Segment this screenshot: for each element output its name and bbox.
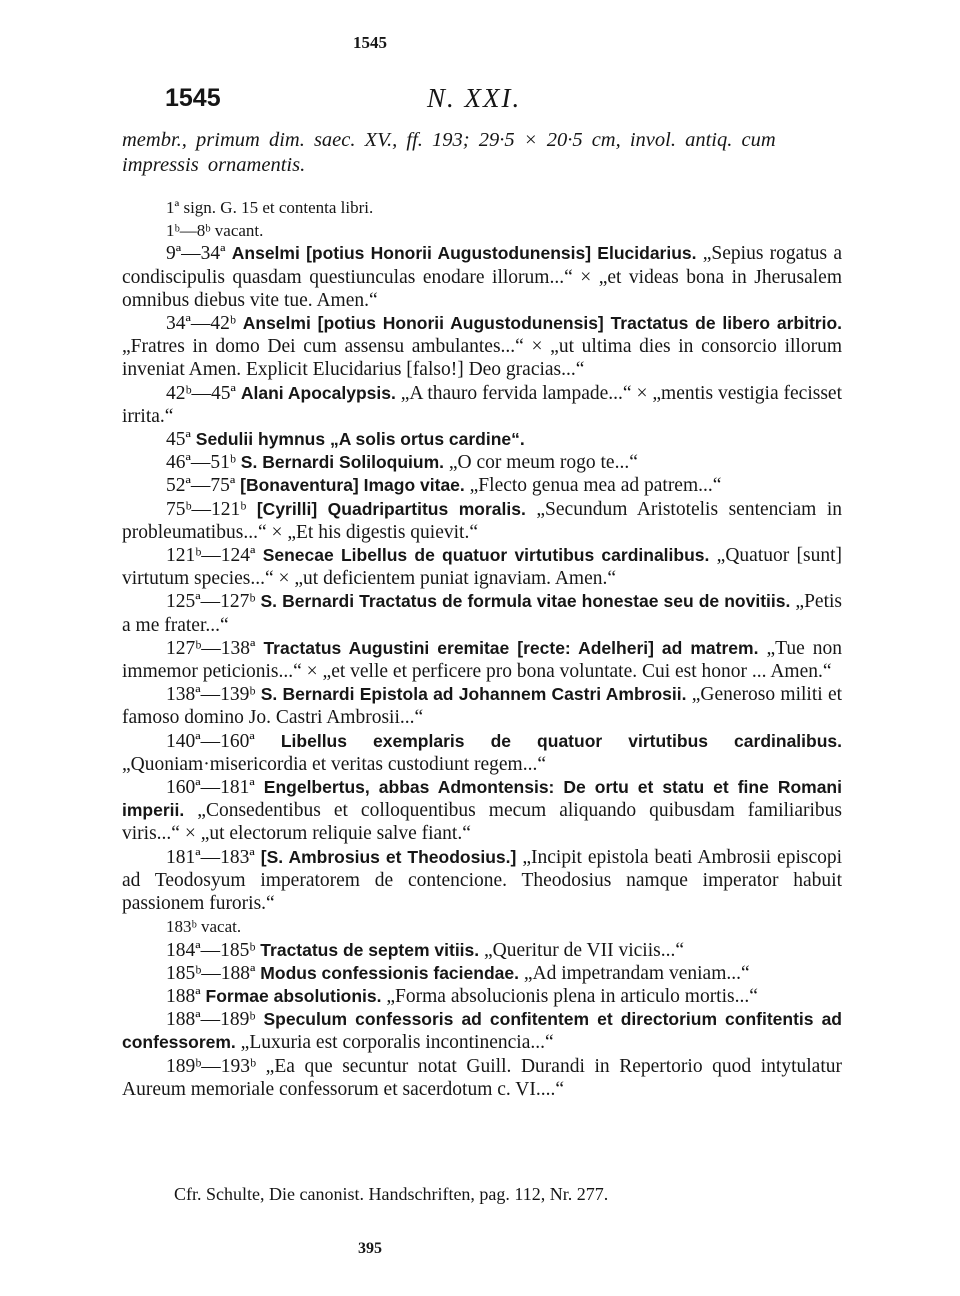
work-title: S. Bernardi Epistola ad Johannem Castri Ambrosii. <box>260 684 687 705</box>
folio-range: 9ª—34ª <box>166 243 226 265</box>
work-title: Speculum confessoris ad confitentem et directorium confitentis ad confessorem. <box>122 1009 842 1053</box>
work-title: Sedulii hymnus „A solis ortus cardine“. <box>195 429 525 450</box>
folio-range: 52ª—75ª <box>166 475 236 497</box>
incipit-explicit: „A thauro fervida lampade...“ × „mentis vestigia fecisset irrita.“ <box>122 382 842 427</box>
incipit-explicit: „O cor meum rogo te...“ <box>448 452 638 474</box>
incipit-explicit: „Flecto genua mea ad patrem...“ <box>469 475 722 497</box>
contents-entry <box>122 939 842 962</box>
contents-entry <box>122 985 842 1008</box>
work-title: [Bonaventura] Imago vitae. <box>240 475 465 496</box>
work-title: Senecae Libellus de quatuor virtutibus cardinalibus. <box>262 545 710 566</box>
folio-range: 188ª—189ᵇ <box>166 1009 256 1031</box>
folio-range: 188ª <box>166 985 201 1007</box>
incipit-explicit: „Queritur de VII viciis...“ <box>484 939 685 961</box>
bibliography-note: Cfr. Schulte, Die canonist. Handschriften, pag. 112, Nr. 277. <box>174 1184 609 1204</box>
codex-heading <box>122 84 842 118</box>
contents-entry <box>122 637 842 683</box>
folio-range: 183ᵇ <box>166 917 197 937</box>
work-title: Anselmi [potius Honorii Augustodunensis] Tractatus de libero arbitrio. <box>242 313 843 334</box>
incipit-explicit: „Ea que secuntur notat Guill. Durandi in Repertorio quod intytulatur Aureum memoriale confessorum et sacerdotum c. VI....“ <box>122 1055 842 1100</box>
codex-title: N. XXI. <box>427 83 522 113</box>
work-title: Tractatus de septem vitiis. <box>260 939 480 960</box>
folio-range: 34ª—42ᵇ <box>166 313 236 335</box>
contents-entry <box>122 962 842 985</box>
folio-range: 1ª <box>166 198 180 217</box>
contents-entry <box>122 915 842 938</box>
page-number: 395 <box>358 1240 382 1257</box>
work-title: S. Bernardi Soliloquium. <box>240 452 445 473</box>
incipit-explicit: „Ad impetrandam veniam...“ <box>523 962 750 984</box>
contents-entry <box>122 1008 842 1054</box>
contents-entry <box>122 1055 842 1101</box>
folio-range: 42ᵇ—45ª <box>166 382 236 404</box>
running-head: 1545 <box>353 33 387 52</box>
incipit-explicit: „Secundum Aristotelis sentenciam in probleumatibus...“ × „Et his digestis quievit.“ <box>122 498 842 543</box>
folio-range: 140ª—160ª <box>166 730 255 752</box>
codex-description: membr., primum dim. saec. XV., ff. 193; 29·5 × 20·5 cm, invol. antiq. cum impressis ornamentis. <box>122 129 776 176</box>
incipit-explicit: „Consedentibus et colloquentibus mecum aliquando quibusdam familiaribus viris...“ × „ut electorum reliquie salve fiant.“ <box>122 800 842 845</box>
incipit-explicit: „Incipit epistola beati Ambrosii episcopi ad Teodosyum imperatorem de contencione. Theodosius namque imperator habuit passionem furoris.“ <box>122 846 843 915</box>
work-title: [Cyrilli] Quadripartitus moralis. <box>256 498 526 519</box>
contents-list <box>122 196 842 1101</box>
folio-range: 45ª <box>166 429 191 451</box>
incipit-explicit: „Quoniam·misericordia et veritas custodiunt regem...“ <box>122 753 546 775</box>
work-title: Modus confessionis faciendae. <box>260 962 519 983</box>
folio-range: 189ᵇ—193ᵇ <box>166 1055 257 1077</box>
incipit-explicit: vacat. <box>201 917 242 937</box>
incipit-explicit: sign. G. 15 et contenta libri. <box>183 198 374 217</box>
incipit-explicit: „Luxuria est corporalis incontinencia...“ <box>240 1032 554 1054</box>
folio-range: 127ᵇ—138ª <box>166 637 256 659</box>
contents-entry <box>122 846 842 916</box>
work-title: Alani Apocalypsis. <box>240 382 396 403</box>
incipit-explicit: vacant. <box>214 221 264 241</box>
folio-range: 121ᵇ—124ª <box>166 545 256 567</box>
folio-range: 184ª—185ᵇ <box>166 939 256 961</box>
work-title: Anselmi [potius Honorii Augustodunensis] Elucidarius. <box>231 243 697 264</box>
incipit-explicit: „Generoso militi et famoso domino Jo. Castri Ambrosii...“ <box>122 684 843 729</box>
contents-entry <box>122 428 842 451</box>
incipit-explicit: „Quatuor [sunt] virtutum species...“ × „ut deficientem puniat ignaviam. Amen.“ <box>122 545 842 590</box>
incipit-explicit: „Tue non immemor peticionis...“ × „et velle et perficere pro bona voluntate. Cui est honor ... Amen.“ <box>122 637 843 683</box>
work-title: S. Bernardi Tractatus de formula vitae honestae seu de novitiis. <box>260 591 791 612</box>
contents-entry <box>122 219 842 242</box>
work-title: Engelbertus, abbas Admontensis: De ortu et statu et fine Romani imperii. <box>122 777 842 821</box>
contents-entry <box>122 683 842 729</box>
folio-range: 125ª—127ᵇ <box>166 591 256 613</box>
contents-entry <box>122 196 842 219</box>
contents-entry <box>122 382 842 428</box>
contents-entry <box>122 776 842 846</box>
contents-entry <box>122 590 842 636</box>
contents-entry <box>122 242 842 312</box>
contents-entry <box>122 451 842 474</box>
contents-entry <box>122 312 842 382</box>
incipit-explicit: „Forma absolucionis plena in articulo mortis...“ <box>386 985 758 1007</box>
contents-entry <box>122 544 842 590</box>
folio-range: 181ª—183ª <box>166 846 255 868</box>
work-title: [S. Ambrosius et Theodosius.] <box>260 846 517 867</box>
folio-range: 138ª—139ᵇ <box>166 684 256 706</box>
incipit-explicit: „Sepius rogatus a condiscipulis quasdam questiunculas enodare illorum...“ × „et videas bona in Jherusalem omnibus diebus vite tue. Amen.“ <box>122 243 842 311</box>
folio-range: 75ᵇ—121ᵇ <box>166 498 247 520</box>
contents-entry <box>122 474 842 497</box>
work-title: Tractatus Augustini eremitae [recte: Adelheri] ad matrem. <box>263 637 759 658</box>
folio-range: 185ᵇ—188ª <box>166 962 256 984</box>
work-title: Libellus exemplaris de quatuor virtutibus cardinalibus. <box>280 730 843 751</box>
incipit-explicit: „Petis a me frater...“ <box>122 591 843 636</box>
folio-range: 46ª—51ᵇ <box>166 452 236 474</box>
folio-range: 160ª—181ª <box>166 777 255 799</box>
folio-range: 1ᵇ—8ᵇ <box>166 221 211 241</box>
contents-entry <box>122 498 842 544</box>
contents-entry <box>122 730 842 776</box>
work-title: Formae absolutionis. <box>205 985 382 1006</box>
incipit-explicit: „Fratres in domo Dei cum assensu ambulantes...“ × „ut ultima dies in consorcio illorum inveniat Amen. Explicit Elucidarius [falso!] Deo gracias...“ <box>122 336 842 381</box>
codex-number: 1545 <box>165 84 221 112</box>
